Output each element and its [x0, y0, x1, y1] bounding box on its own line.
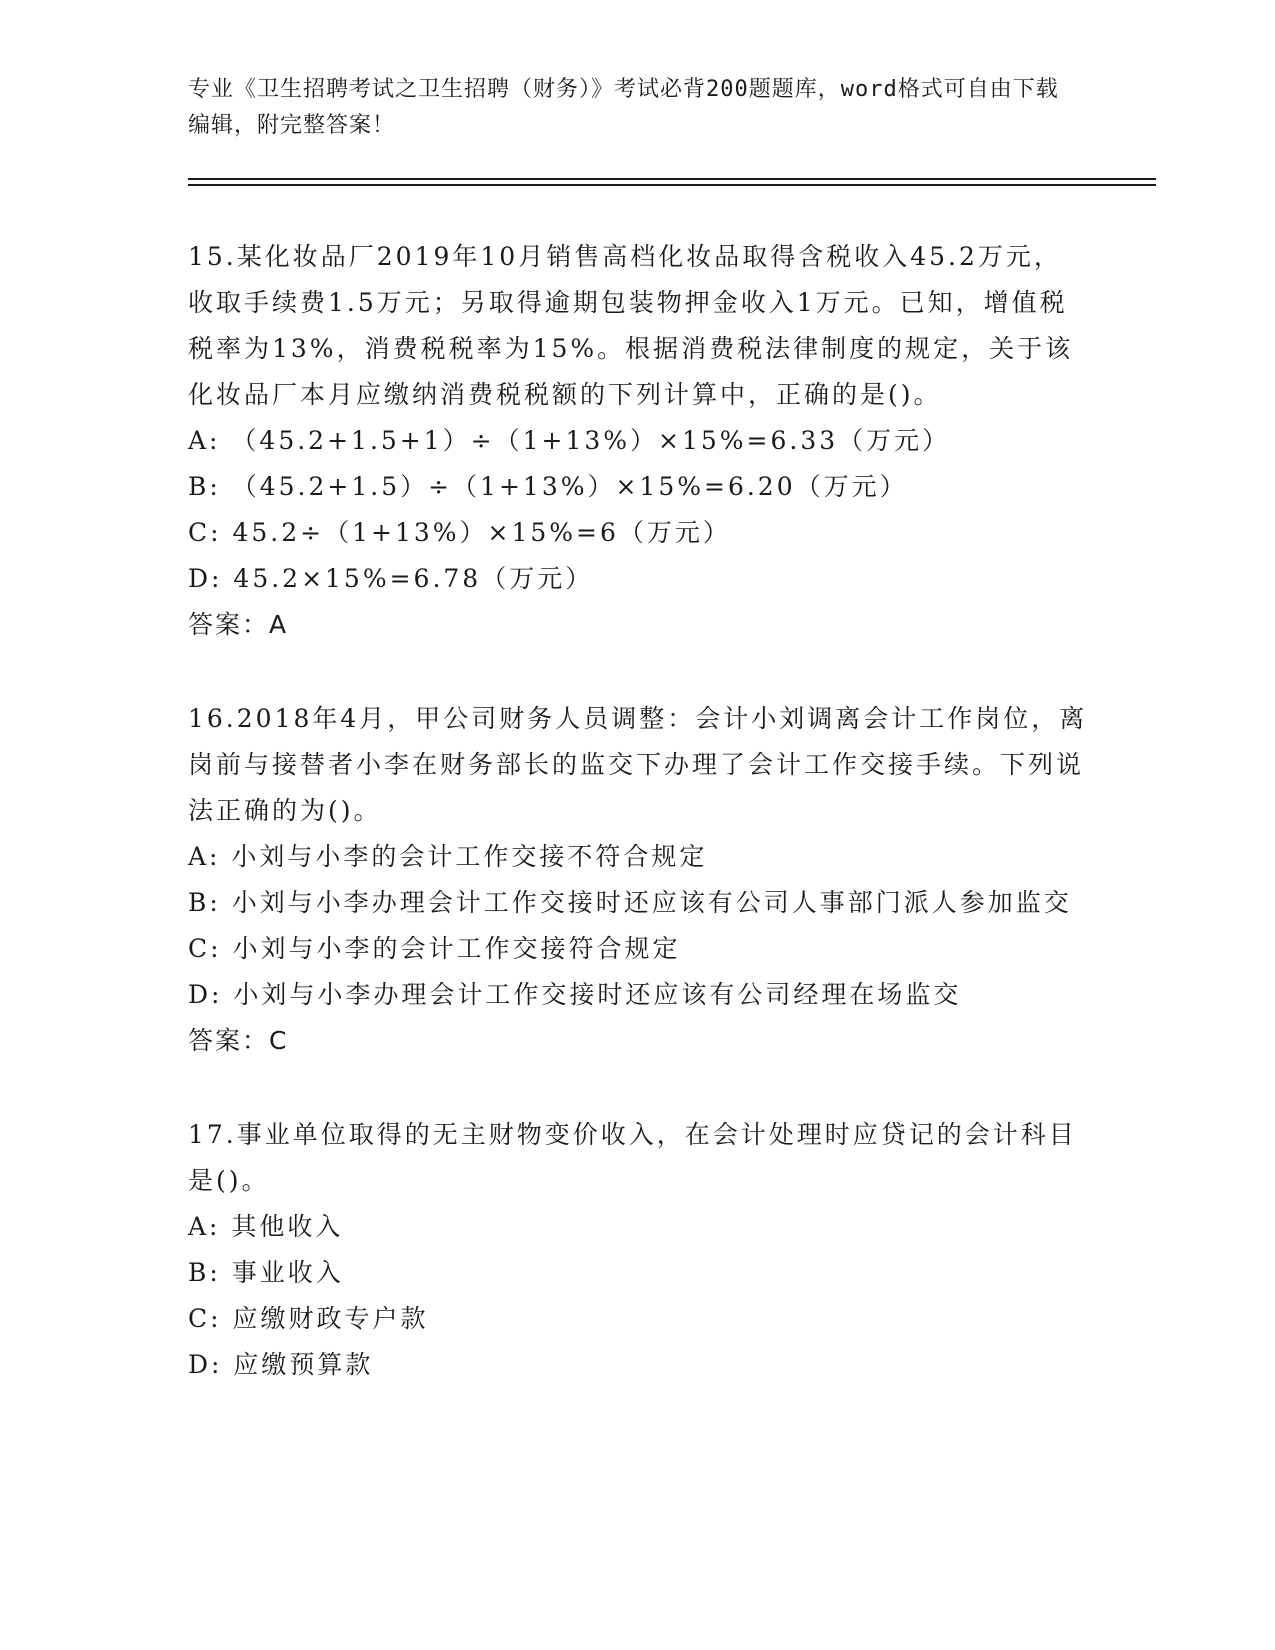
option-b: B: 小刘与小李办理会计工作交接时还应该有公司人事部门派人参加监交 — [188, 888, 1072, 917]
header-intro-text: 专业《卫生招聘考试之卫生招聘（财务）》考试必背200题题库，word格式可自由下载编辑，附完整答案！ — [188, 77, 1059, 138]
question-17 — [188, 1112, 1088, 1388]
answer-line — [188, 602, 1088, 648]
question-stem: 16.2018年4月，甲公司财务人员调整：会计小刘调离会计工作岗位，离岗前与接替者小李在财务部长的监交下办理了会计工作交接手续。下列说法正确的为()。 — [188, 704, 1088, 825]
option-d: D: 应缴预算款 — [188, 1350, 374, 1379]
option-a: A: （45.2+1.5+1）÷（1+13%）×15%=6.33（万元） — [188, 426, 951, 455]
question-15 — [188, 234, 1088, 648]
question-stem: 15.某化妆品厂2019年10月销售高档化妆品取得含税收入45.2万元，收取手续费1.5万元；另取得逾期包装物押金收入1万元。已知，增值税税率为13%，消费税税率为15%。根据消费税法律制度的规定，关于该化妆品厂本月应缴纳消费税税额的下列计算中，正确的是()。 — [188, 242, 1074, 409]
answer-line — [188, 1018, 1088, 1064]
option-d: D: 45.2×15%=6.78（万元） — [188, 564, 594, 593]
document-header — [188, 72, 1068, 144]
answer-label: 答案： — [188, 1026, 270, 1055]
option-a: A: 小刘与小李的会计工作交接不符合规定 — [188, 842, 708, 871]
question-16 — [188, 696, 1088, 1064]
header-divider-bottom — [188, 184, 1156, 186]
option-d: D: 小刘与小李办理会计工作交接时还应该有公司经理在场监交 — [188, 980, 962, 1009]
option-c: C: 45.2÷（1+13%）×15%=6（万元） — [188, 518, 731, 547]
answer-value: C — [269, 1026, 289, 1055]
option-c: C: 应缴财政专户款 — [188, 1304, 429, 1333]
option-b: B: （45.2+1.5）÷（1+13%）×15%=6.20（万元） — [188, 472, 908, 501]
option-a: A: 其他收入 — [188, 1212, 344, 1241]
answer-value: A — [269, 610, 289, 639]
header-divider-top — [188, 178, 1156, 180]
question-list — [188, 234, 1088, 1436]
option-b: B: 事业收入 — [188, 1258, 344, 1287]
option-c: C: 小刘与小李的会计工作交接符合规定 — [188, 934, 681, 963]
answer-label: 答案： — [188, 610, 270, 639]
question-stem: 17.事业单位取得的无主财物变价收入，在会计处理时应贷记的会计科目是()。 — [188, 1120, 1077, 1195]
